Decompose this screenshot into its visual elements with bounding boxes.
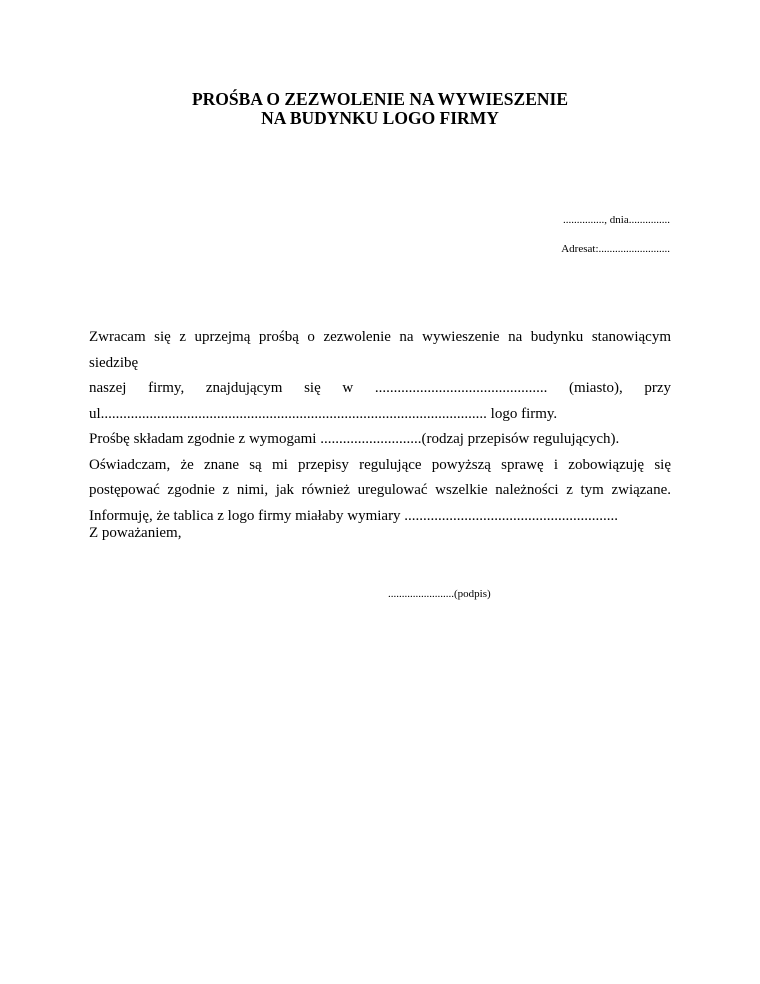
document-title	[0, 90, 760, 128]
signature-line: ........................(podpis)	[388, 588, 491, 600]
title-line-2: NA BUDYNKU LOGO FIRMY	[261, 108, 499, 128]
body-line-requirements: Prośbę składam zgodnie z wymogami ...........................(rodzaj przepisów regulujących).	[89, 431, 620, 447]
body-line-1: Zwracam się z uprzejmą prośbą o zezwolenie na wywieszenie na budynku stanowiącym siedzibę	[89, 329, 671, 371]
declaration-line-2: postępować zgodnie z nimi, jak również uregulować wszelkie należności z tym związane.	[89, 482, 671, 498]
declaration-line-3: Informuję, że tablica z logo firmy miałaby wymiary .........................................................	[89, 507, 619, 524]
addressee-line: Adresat:..........................	[561, 243, 670, 255]
declaration-line-1: Oświadczam, że znane są mi przepisy regulujące powyższą sprawę i zobowiązuję się	[89, 456, 671, 473]
place-date-line: ..............., dnia...............	[563, 214, 670, 226]
body-line-3: ul....................................................................................................... logo firmy.	[89, 405, 558, 422]
closing-salutation: Z poważaniem,	[89, 525, 182, 541]
letter-body	[89, 325, 671, 529]
title-line-1: PROŚBA O ZEZWOLENIE NA WYWIESZENIE	[191, 89, 569, 109]
body-line-2: naszej firmy, znajdującym się w .............................................. (miasto), przy	[89, 380, 671, 396]
